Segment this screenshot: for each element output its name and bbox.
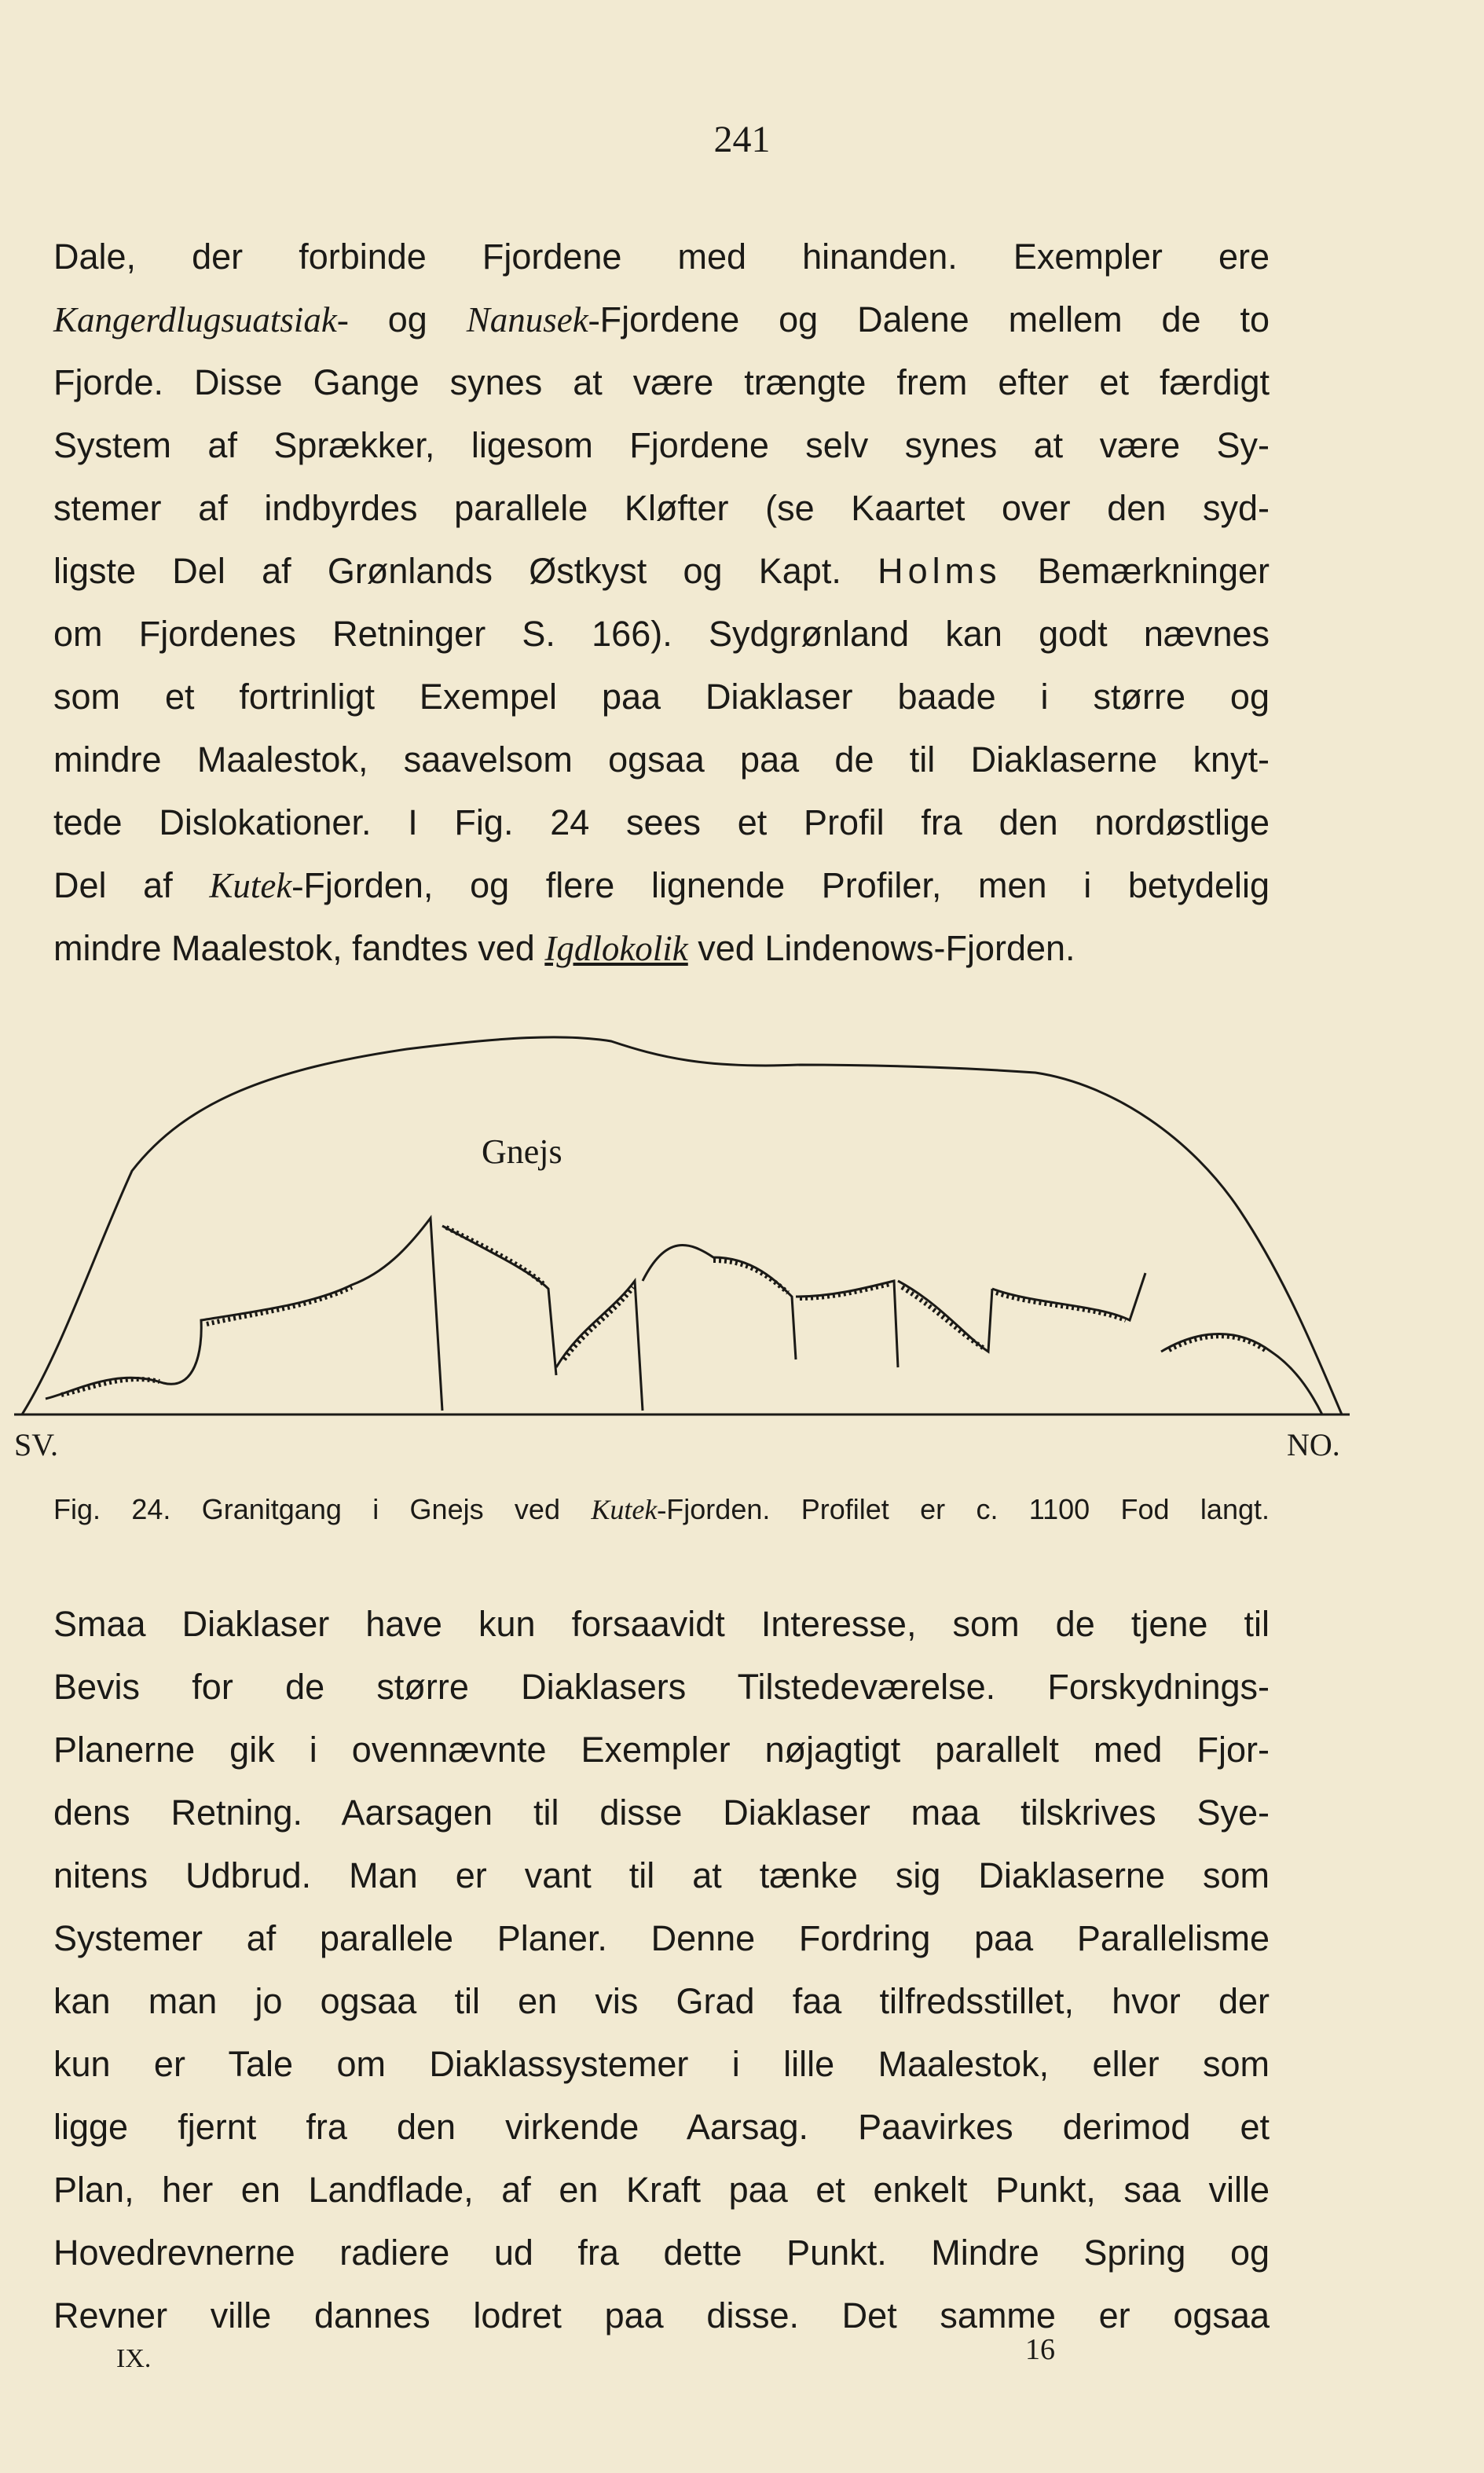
text-line: ligge fjernt fra den virkende Aarsag. Paavirkes derimod et	[53, 2107, 1270, 2147]
text-line: Hovedrevnerne radiere ud fra dette Punkt. Mindre Spring og	[53, 2233, 1270, 2273]
text-line: kan man jo ogsaa til en vis Grad faa tilfredsstillet, hvor der	[53, 1981, 1270, 2021]
text-line	[53, 288, 1270, 351]
text-run: mindre Maalestok, fandtes ved	[53, 928, 545, 968]
text-line: kun er Tale om Diaklassystemer i lille Maalestok, eller som	[53, 2044, 1270, 2084]
text-run: Fjorden, og flere lignende Profiler, men i betydelig	[303, 865, 1270, 905]
text-line: mindre Maalestok, saavelsom ogsaa paa de til Diaklaserne knyt-	[53, 739, 1270, 780]
rock-label: Gnejs	[482, 1132, 562, 1171]
place-name: Igdlokolik	[544, 929, 688, 968]
text-run: ved Lindenows-Fjorden.	[687, 928, 1075, 968]
sheet-number: 16	[1025, 2333, 1055, 2366]
text-line: som et fortrinligt Exempel paa Diaklaser baade i større og	[53, 677, 1270, 717]
text-line: Revner ville dannes lodret paa disse. Det samme er ogsaa	[53, 2295, 1270, 2335]
text-line: Systemer af parallele Planer. Denne Fordring paa Parallelisme	[53, 1918, 1270, 1958]
direction-label-no: NO.	[1287, 1427, 1340, 1462]
text-run: Del af	[53, 865, 210, 905]
text-line	[53, 917, 1270, 980]
paragraph-2	[53, 1593, 1270, 2347]
text-line: Fjorde. Disse Gange synes at være trængte frem efter et færdigt	[53, 362, 1270, 402]
gneiss-outline	[22, 1037, 1342, 1414]
direction-label-sv: SV.	[14, 1427, 58, 1462]
caption-text: Fjorden. Profilet er c. 1100 Fod langt.	[666, 1493, 1270, 1525]
page-number: 241	[713, 119, 771, 160]
text-line: Planerne gik i ovennævnte Exempler nøjagtigt parallelt med Fjor-	[53, 1730, 1270, 1770]
text-line: Bevis for de større Diaklasers Tilstedeværelse. Forskydnings-	[53, 1667, 1270, 1707]
text-line: Dale, der forbinde Fjordene med hinanden. Exempler ere	[53, 237, 1270, 277]
text-line: tede Dislokationer. I Fig. 24 sees et Profil fra den nordøstlige	[53, 802, 1270, 842]
person-name: Holms	[878, 551, 1002, 591]
text-line: dens Retning. Aarsagen til disse Diaklaser maa tilskrives Sye-	[53, 1792, 1270, 1833]
text-run: Bemærkninger	[1001, 551, 1270, 591]
place-name: Kutek-	[209, 866, 304, 905]
place-name: Nanusek-	[466, 300, 600, 339]
caption-place: Kutek-	[591, 1494, 667, 1525]
profile-figure	[14, 1022, 1350, 1466]
profile-drawing	[14, 1022, 1350, 1466]
place-name: Kangerdlugsuatsiak-	[53, 300, 349, 339]
text-run: ligste Del af Grønlands Østkyst og Kapt.	[53, 551, 878, 591]
text-line: Smaa Diaklaser have kun forsaavidt Interesse, som de tjene til	[53, 1604, 1270, 1644]
text-run: og	[348, 299, 467, 339]
text-line: Plan, her en Landflade, af en Kraft paa et enkelt Punkt, saa ville	[53, 2170, 1270, 2210]
granite-dike	[46, 1218, 1322, 1414]
paragraph-1	[53, 226, 1270, 980]
text-line: om Fjordenes Retninger S. 166). Sydgrønland kan godt nævnes	[53, 614, 1270, 654]
text-line	[53, 540, 1270, 603]
text-line	[53, 854, 1270, 917]
figure-caption	[53, 1493, 1270, 1526]
text-line: stemer af indbyrdes parallele Kløfter (se Kaartet over den syd-	[53, 488, 1270, 528]
caption-text: Fig. 24. Granitgang i Gnejs ved	[53, 1493, 592, 1525]
text-run: Fjordene og Dalene mellem de to	[599, 299, 1270, 339]
text-line: System af Sprækker, ligesom Fjordene selv synes at være Sy-	[53, 425, 1270, 465]
signature-mark: IX.	[116, 2344, 152, 2373]
text-line: nitens Udbrud. Man er vant til at tænke sig Diaklaserne som	[53, 1855, 1270, 1895]
